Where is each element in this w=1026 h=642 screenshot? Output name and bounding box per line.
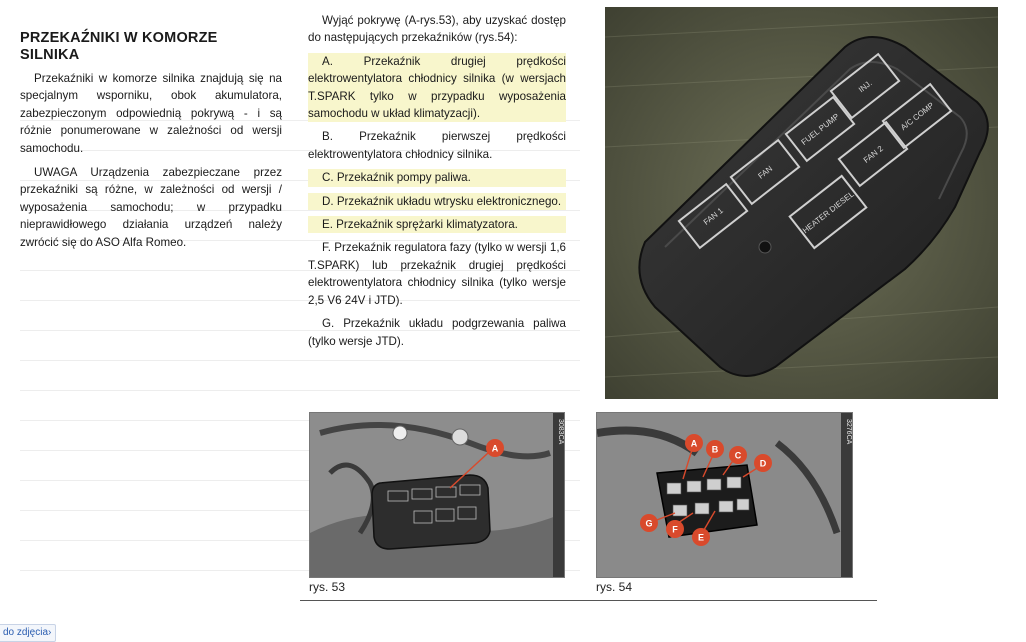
- fig54-code-tag: [841, 413, 852, 577]
- fig54-callout-c: C: [734, 450, 742, 461]
- relay-cover-photo: [605, 7, 998, 399]
- relay-intro: Wyjąć pokrywę (A-rys.53), aby uzyskać dostęp do następujących przekaźników (rys.54):: [308, 14, 566, 45]
- fig54-callout-f: F: [672, 524, 678, 535]
- fig54-caption: rys. 54: [596, 580, 633, 594]
- intro-paragraph: Przekaźniki w komorze silnika znajdują się na specjalnym wsporniku, obok akumulatora, zabezpieczonym odpowiednią pokrywą - i są różnie ponumerowane w zależności od wersji samochodu.: [20, 72, 282, 155]
- figure-53: [309, 412, 565, 578]
- photo-label-fan: FAN: [756, 164, 775, 181]
- left-column: [20, 30, 282, 258]
- warning-paragraph: UWAGA Urządzenia zabezpieczane przez przekaźniki są różne, w zależności od wersji / wyposażenia samochodu; w przypadku nieprawidłowego działania urządzeń należy zwrócić się do ASO Alfa Romeo.: [20, 166, 282, 249]
- photo-label-ac-comp: A/C COMP: [898, 100, 936, 133]
- middle-column: [308, 12, 566, 356]
- section-title-line2: SILNIKA: [20, 47, 80, 63]
- bottom-divider: [300, 600, 877, 601]
- section-title: [20, 30, 282, 64]
- photo-label-heater-diesel: HEATER DIESEL: [800, 189, 856, 236]
- fig54-callout-d: D: [759, 458, 767, 469]
- figure-54: [596, 412, 853, 578]
- relay-item-f: F. Przekaźnik regulatora fazy (tylko w wersji 1,6 T.SPARK) lub przekaźnik drugiej prędkości elektrowentylatora chłodnicy silnika (tylko wersje 2,5 V6 24V i JTD).: [308, 241, 566, 307]
- photo-label-fuel-pump: FUEL PUMP: [799, 111, 842, 147]
- relay-item-b: B. Przekaźnik pierwszej prędkości elektrowentylatora chłodnicy silnika.: [308, 130, 566, 161]
- fig53-code-tag: [553, 413, 564, 577]
- relay-item-g: G. Przekaźnik układu podgrzewania paliwa (tylko wersje JTD).: [308, 317, 566, 348]
- fig54-callout-b: B: [711, 444, 719, 455]
- fig53-code: 3083CA: [557, 419, 564, 445]
- photo-label-fan1: FAN 1: [701, 206, 725, 227]
- relay-item-a: A. Przekaźnik drugiej prędkości elektrowentylatora chłodnicy silnika (w wersjach T.SPARK tylko w przypadku wyposażenia samochodu w układ klimatyzacji).: [308, 53, 566, 123]
- relay-item-e: E. Przekaźnik sprężarki klimatyzatora.: [308, 216, 566, 233]
- photo-label-inj: INJ.: [856, 78, 874, 95]
- relay-item-d: D. Przekaźnik układu wtrysku elektronicznego.: [308, 193, 566, 210]
- fig54-callout-g: G: [645, 518, 653, 529]
- back-to-photo-link[interactable]: do zdjęcia›: [0, 624, 56, 642]
- relay-item-c: C. Przekaźnik pompy paliwa.: [308, 169, 566, 186]
- fig54-callout-e: E: [697, 532, 705, 543]
- photo-label-fan2: FAN 2: [861, 144, 885, 165]
- fig53-callout-a: A: [491, 443, 499, 454]
- section-title-line1: PRZEKAŹNIKI W KOMORZE: [20, 30, 218, 46]
- fig53-caption: rys. 53: [309, 580, 346, 594]
- fig54-callout-a: A: [690, 438, 698, 449]
- fig54-code: 3276CA: [845, 419, 852, 445]
